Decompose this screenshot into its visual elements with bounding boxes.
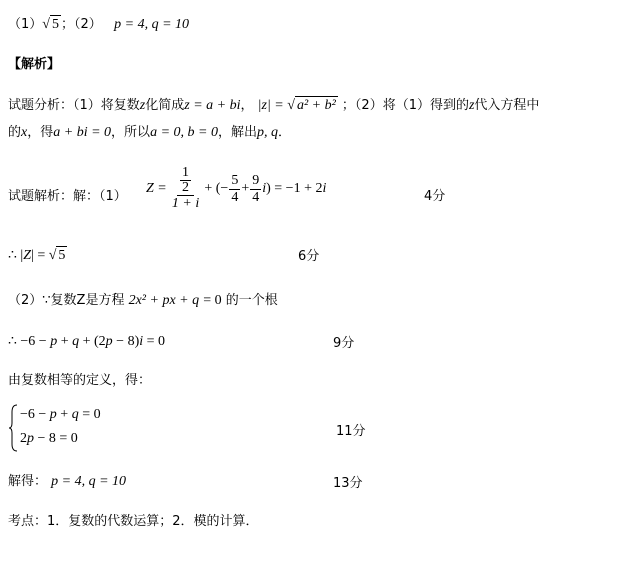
expr-z: z = a + bi (184, 98, 241, 113)
var-x: x (21, 125, 28, 140)
analysis-label: 试题分析： (8, 98, 74, 113)
complex-fraction: $\frac{\frac{1}{2}}{1 + i}$ (171, 165, 200, 211)
jiexi-heading: 【解析】 (8, 57, 61, 72)
part2-line: （2）∵复数Z是方程 2x² + px + q = 0 的一个根 (8, 293, 278, 308)
solution-formula: Z = $\frac{\frac{1}{2}}{1 + i}$ + (− $\frac{5}{4}$ + $\frac{9}{4}$ i) = −1 + 2i (146, 165, 327, 211)
analysis-text: 代入方程中 (474, 98, 540, 113)
frac-9-4: $\frac{9}{4}$ (252, 172, 260, 205)
analysis-text: 的 (8, 125, 22, 140)
part1-label: （1） (8, 17, 43, 32)
analysis-text: （1）将复数 (73, 98, 140, 113)
answer-1: √ 5 (42, 17, 59, 32)
var-pq: p, q (256, 125, 278, 140)
analysis-text: ，得 (27, 125, 54, 140)
part2-label: ；（2） (60, 17, 102, 32)
analysis-text: 化简成 (145, 98, 185, 113)
expr-abi: a + bi = 0 (53, 125, 112, 140)
abs-z-expr: |z| = √ a² + b² (257, 98, 336, 113)
result-label: 解得： (8, 474, 48, 489)
definition-line: 由复数相等的定义，得： (8, 373, 152, 388)
kaodian-line: 考点：1．复数的代数运算；2．模的计算． (8, 514, 259, 529)
answer-line (8, 15, 189, 34)
result-value: p = 4, q = 10 (51, 474, 127, 489)
analysis-text: ；（2）将（1）得到的 (341, 98, 469, 113)
eq9-line: ∴ −6 − p + q + (2p − 8)i = 0 (8, 334, 166, 349)
var-z: z (139, 98, 146, 113)
score-4: 4分 (424, 189, 446, 204)
result-line (8, 473, 126, 491)
analysis-text: ，所以 (111, 125, 151, 140)
analysis-text: ， (240, 98, 254, 113)
frac-5-4: $\frac{5}{4}$ (231, 172, 239, 205)
analysis-line-1 (8, 96, 539, 115)
var-z: z (468, 98, 475, 113)
score-13: 13分 (333, 476, 363, 491)
analysis-line-2 (8, 124, 291, 142)
analysis-text: ． (277, 125, 291, 140)
score-11: 11分 (336, 424, 366, 439)
score-9: 9分 (333, 336, 355, 351)
answer-2: p = 4, q = 10 (114, 17, 190, 32)
solution-label: 试题解析：解：（1） (8, 189, 127, 204)
analysis-text: ，解出 (217, 125, 257, 140)
system-eq-2: 2p − 8 = 0 (20, 431, 78, 446)
score-6: 6分 (298, 249, 320, 264)
brace-icon (8, 404, 18, 452)
abs-z-line: ∴ |Z| = √ 5 (8, 248, 66, 263)
system-eq-1: −6 − p + q = 0 (20, 407, 101, 422)
expr-ab-zero: a = 0, b = 0 (150, 125, 218, 140)
